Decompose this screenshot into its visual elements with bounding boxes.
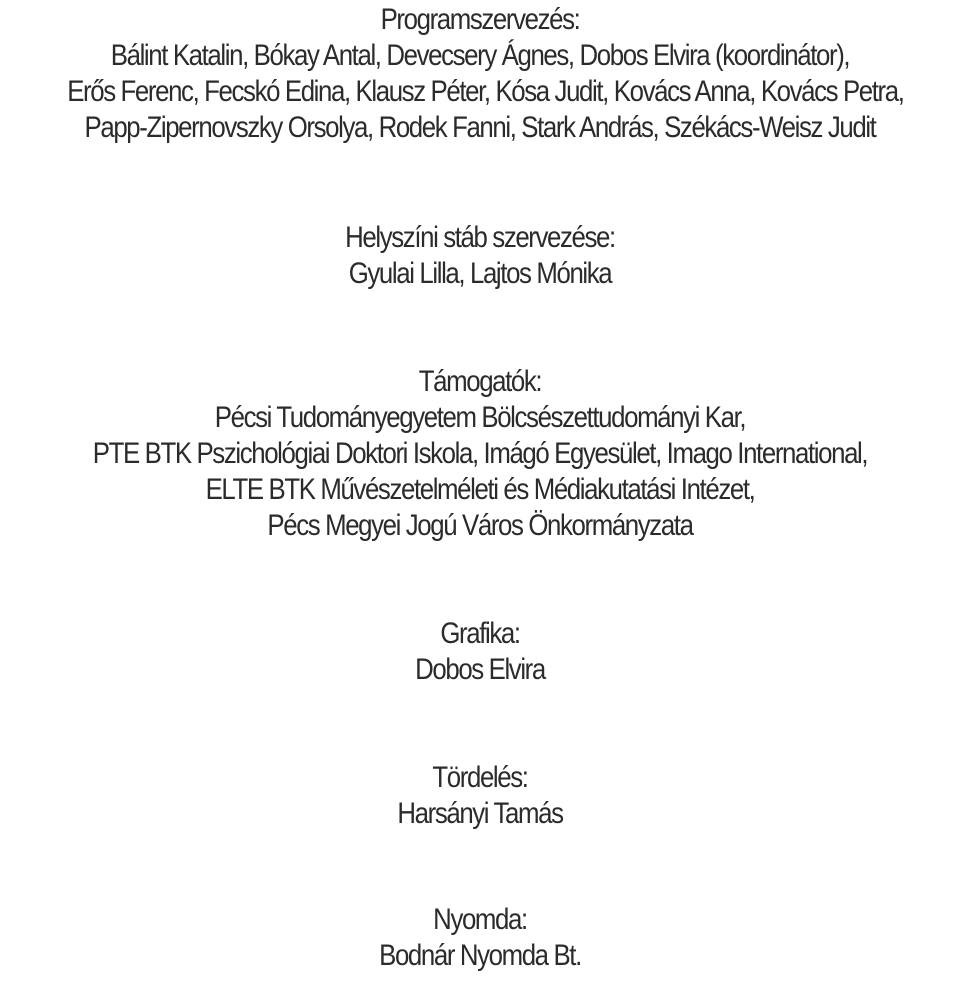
printing-section <box>0 902 960 974</box>
sponsors-line-1: Pécsi Tudományegyetem Bölcsészettudományi Kar, <box>214 401 746 434</box>
typesetting-section <box>0 760 960 832</box>
program-organization-line-1: Bálint Katalin, Bókay Antal, Devecsery Ágnes, Dobos Elvira (koordinátor), <box>110 39 850 72</box>
program-organization-heading: Programszervezés: <box>380 3 580 36</box>
graphics-section <box>0 616 960 688</box>
graphics-heading: Grafika: <box>440 617 520 650</box>
sponsors-line-3: ELTE BTK Művészetelméleti és Médiakutatási Intézet, <box>205 473 755 506</box>
sponsors-section <box>0 364 960 544</box>
venue-staff-section <box>0 220 960 292</box>
printing-heading: Nyomda: <box>433 903 527 936</box>
sponsors-line-2: PTE BTK Pszichológiai Doktori Iskola, Imágó Egyesület, Imago International, <box>92 437 868 470</box>
program-organization-section <box>0 2 960 146</box>
printing-name: Bodnár Nyomda Bt. <box>379 939 581 972</box>
venue-staff-names: Gyulai Lilla, Lajtos Mónika <box>348 257 612 290</box>
sponsors-heading: Támogatók: <box>418 365 542 398</box>
program-organization-line-2: Erős Ferenc, Fecskó Edina, Klausz Péter, Kósa Judit, Kovács Anna, Kovács Petra, <box>67 75 904 108</box>
typesetting-heading: Tördelés: <box>432 761 528 794</box>
program-organization-line-3: Papp-Zipernovszky Orsolya, Rodek Fanni, Stark András, Székács-Weisz Judit <box>84 111 876 144</box>
graphics-name: Dobos Elvira <box>415 653 545 686</box>
sponsors-line-4: Pécs Megyei Jogú Város Önkormányzata <box>267 509 693 542</box>
venue-staff-heading: Helyszíni stáb szervezése: <box>345 221 615 254</box>
typesetting-name: Harsányi Tamás <box>397 797 563 830</box>
